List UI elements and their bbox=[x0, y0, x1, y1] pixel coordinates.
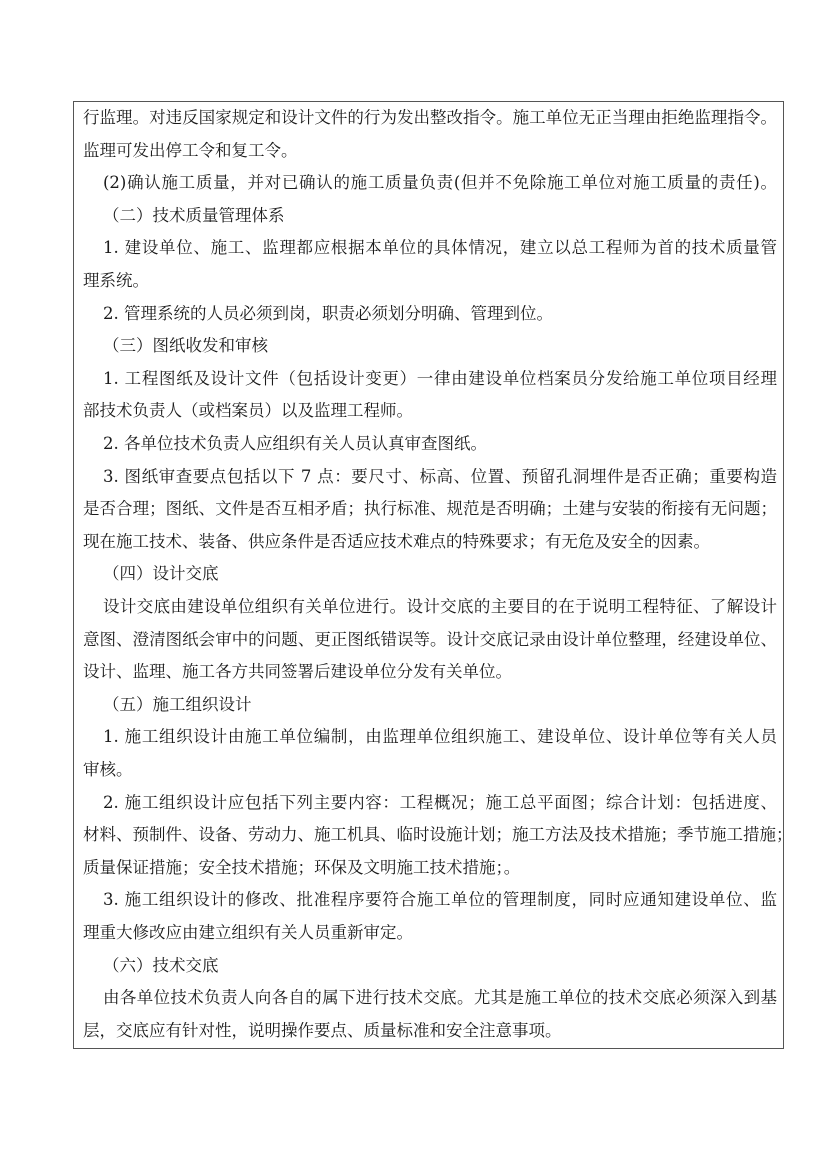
text-line: 1. 施工组织设计由施工单位编制，由监理单位组织施工、建设单位、设计单位等有关人员 bbox=[103, 727, 777, 747]
text-line: （四）设计交底 bbox=[103, 564, 219, 584]
text-line: 质量保证措施；安全技术措施；环保及文明施工技术措施；。 bbox=[83, 857, 521, 877]
text-line: 设计、监理、施工各方共同签署后建设单位分发有关单位。 bbox=[83, 662, 512, 682]
text-line: 设计交底由建设单位组织有关单位进行。设计交底的主要目的在于说明工程特征、了解设计 bbox=[103, 597, 777, 616]
text-line: 1. 建设单位、施工、监理都应根据本单位的具体情况，建立以总工程师为首的技术质量管 bbox=[103, 238, 777, 258]
text-line: （五）施工组织设计 bbox=[103, 694, 252, 714]
text-line: （六）技术交底 bbox=[103, 955, 219, 975]
text-line: 理重大修改应由建立组织有关人员重新审定。 bbox=[83, 923, 413, 942]
text-line: （三）图纸收发和审核 bbox=[103, 336, 268, 356]
text-line: 理系统。 bbox=[83, 271, 149, 290]
text-line: （二）技术质量管理体系 bbox=[103, 205, 285, 225]
text-line: 是否合理；图纸、文件是否互相矛盾；执行标准、规范是否明确；土建与安装的衔接有无问题； bbox=[83, 499, 777, 519]
text-line: 3. 施工组织设计的修改、批准程序要符合施工单位的管理制度，同时应通知建设单位、监 bbox=[103, 890, 777, 910]
text-line: 现在施工技术、装备、供应条件是否适应技术难点的特殊要求；有无危及安全的因素。 bbox=[83, 531, 710, 551]
text-line: 材料、预制件、设备、劳动力、施工机具、临时设施计划；施工方法及技术措施；季节施工措施； bbox=[83, 825, 793, 845]
text-line: 监理可发出停工令和复工令。 bbox=[83, 140, 298, 160]
text-line: 审核。 bbox=[83, 760, 133, 779]
text-line: 1. 工程图纸及设计文件（包括设计变更）一律由建设单位档案员分发给施工单位项目经理 bbox=[103, 368, 777, 388]
text-line: 部技术负责人（或档案员）以及监理工程师。 bbox=[83, 401, 413, 421]
text-line: 由各单位技术负责人向各自的属下进行技术交底。尤其是施工单位的技术交底必须深入到基 bbox=[103, 988, 777, 1008]
text-line: (2)确认施工质量，并对已确认的施工质量负责(但并不免除施工单位对施工质量的责任)。 bbox=[103, 173, 777, 193]
text-line: 3. 图纸审查要点包括以下 7 点：要尺寸、标高、位置、预留孔洞埋件是否正确；重要构造 bbox=[103, 466, 777, 486]
text-line: 意图、澄清图纸会审中的问题、更正图纸错误等。设计交底记录由设计单位整理，经建设单位、 bbox=[83, 629, 777, 649]
text-line: 2. 施工组织设计应包括下列主要内容：工程概况；施工总平面图；综合计划：包括进度、 bbox=[103, 792, 777, 812]
text-line: 层，交底应有针对性，说明操作要点、质量标准和安全注意事项。 bbox=[83, 1020, 562, 1040]
text-line: 2. 各单位技术负责人应组织有关人员认真审查图纸。 bbox=[103, 434, 487, 453]
text-line: 行监理。对违反国家规定和设计文件的行为发出整改指令。施工单位无正当理由拒绝监理指令。 bbox=[83, 108, 777, 127]
text-line: 2. 管理系统的人员必须到岗，职责必须划分明确、管理到位。 bbox=[103, 303, 553, 323]
content-frame bbox=[73, 101, 793, 1049]
